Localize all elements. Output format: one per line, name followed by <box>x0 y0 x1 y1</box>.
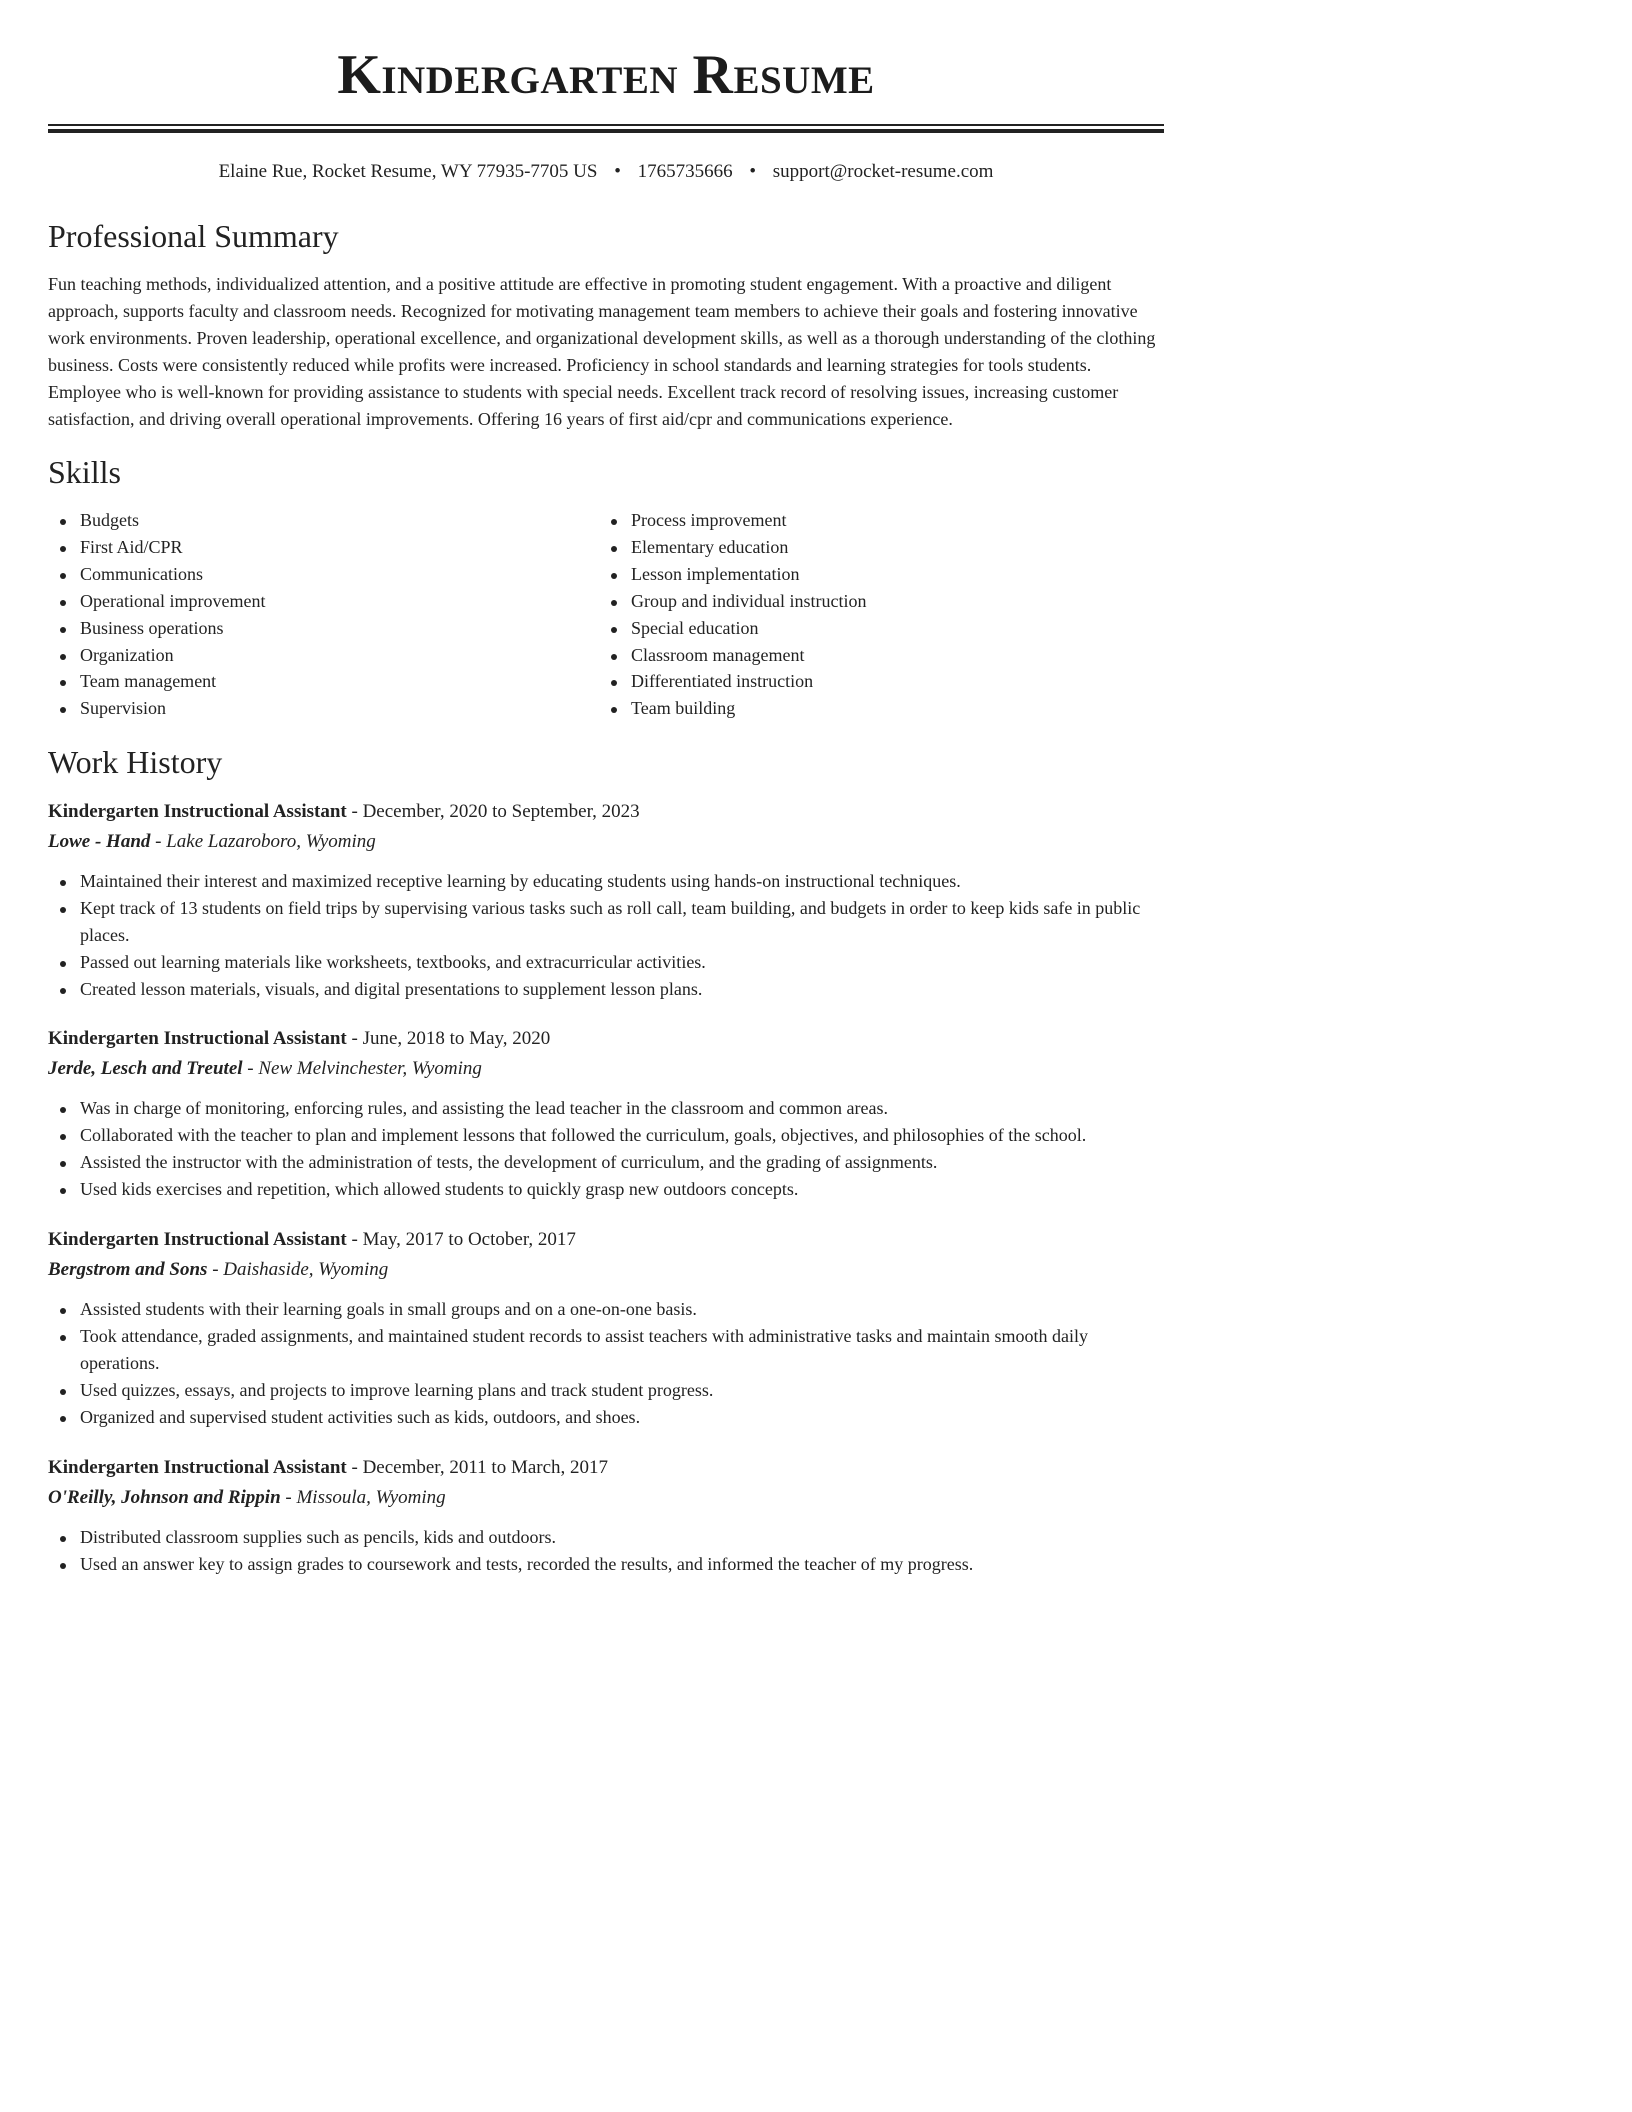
job-location: - Missoula, Wyoming <box>280 1487 446 1508</box>
job-bullets <box>48 1296 1164 1431</box>
job-bullet: Maintained their interest and maximized receptive learning by educating students using hands-on instructional techniques. <box>48 868 1164 895</box>
job-company: Bergstrom and Sons <box>48 1259 208 1280</box>
contact-address: Elaine Rue, Rocket Resume, WY 77935-7705 US <box>218 161 598 182</box>
job-location: - Daishaside, Wyoming <box>207 1259 389 1280</box>
job-entry <box>48 1025 1164 1203</box>
skill-item: Organization <box>48 642 568 669</box>
job-location: - New Melvinchester, Wyoming <box>242 1058 482 1079</box>
work-history-heading: Work History <box>48 744 223 780</box>
job-bullet: Used an answer key to assign grades to coursework and tests, recorded the results, and informed the teacher of my progress. <box>48 1551 1164 1578</box>
job-title-line <box>48 1025 1164 1053</box>
contact-email: support@rocket-resume.com <box>772 161 994 182</box>
job-bullets <box>48 1524 1164 1578</box>
job-bullet: Assisted the instructor with the administration of tests, the development of curriculum, and the grading of assignments. <box>48 1149 1164 1176</box>
job-entry <box>48 1454 1164 1578</box>
job-dates: - December, 2011 to March, 2017 <box>346 1457 609 1478</box>
job-company-line <box>48 1055 1164 1083</box>
job-company: O'Reilly, Johnson and Rippin <box>48 1487 281 1508</box>
skill-item: Communications <box>48 561 568 588</box>
job-company-line <box>48 1484 1164 1512</box>
skill-item: Lesson implementation <box>599 561 1119 588</box>
skills-heading: Skills <box>48 454 121 490</box>
skill-item: Budgets <box>48 507 568 534</box>
skill-item: Team management <box>48 668 568 695</box>
job-title: Kindergarten Instructional Assistant <box>48 1457 347 1478</box>
contact-separator: • <box>614 161 621 182</box>
skill-item: Group and individual instruction <box>599 588 1119 615</box>
job-company-line <box>48 1256 1164 1284</box>
skill-item: Operational improvement <box>48 588 568 615</box>
summary-text: Fun teaching methods, individualized attention, and a positive attitude are effective in promoting student engagement. With a proactive and diligent approach, supports faculty and classroom needs. Recognized for motivating management team members to achieve their goals and fostering innovative work environments. Proven leadership, operational excellence, and organizational development skills, as well as a thorough understanding of the clothing business. Costs were consistently reduced while profits were increased. Proficiency in school standards and learning strategies for tools students. Employee who is well-known for providing assistance to students with special needs. Excellent track record of resolving issues, increasing customer satisfaction, and driving overall operational improvements. Offering 16 years of first aid/cpr and communications experience. <box>48 274 1156 429</box>
job-bullet: Created lesson materials, visuals, and digital presentations to supplement lesson plans. <box>48 976 1164 1003</box>
job-title: Kindergarten Instructional Assistant <box>48 801 347 822</box>
job-bullet: Assisted students with their learning goals in small groups and on a one-on-one basis. <box>48 1296 1164 1323</box>
skill-item: Special education <box>599 615 1119 642</box>
job-title-line <box>48 1454 1164 1482</box>
contact-separator: • <box>749 161 757 182</box>
skill-item: Business operations <box>48 615 568 642</box>
resume-title: Kindergarten Resume <box>337 44 875 106</box>
job-dates: - May, 2017 to October, 2017 <box>346 1229 576 1250</box>
job-dates: - December, 2020 to September, 2023 <box>346 801 640 822</box>
summary-heading: Professional Summary <box>48 218 339 254</box>
skill-item: Process improvement <box>599 507 1119 534</box>
job-title-line <box>48 798 1164 826</box>
job-bullet: Used quizzes, essays, and projects to improve learning plans and track student progress. <box>48 1377 1164 1404</box>
job-title: Kindergarten Instructional Assistant <box>48 1028 347 1049</box>
job-bullet: Organized and supervised student activities such as kids, outdoors, and shoes. <box>48 1404 1164 1431</box>
job-bullet: Took attendance, graded assignments, and maintained student records to assist teachers with administrative tasks and maintain smooth daily operations. <box>48 1323 1164 1377</box>
job-title-line <box>48 1226 1164 1254</box>
job-company-line <box>48 828 1164 856</box>
job-bullet: Was in charge of monitoring, enforcing rules, and assisting the lead teacher in the classroom and common areas. <box>48 1095 1164 1122</box>
title-divider-thick <box>48 129 1164 133</box>
skills-list-left <box>48 507 568 722</box>
job-bullet: Distributed classroom supplies such as pencils, kids and outdoors. <box>48 1524 1164 1551</box>
job-entry <box>48 798 1164 1003</box>
skill-item: Differentiated instruction <box>599 668 1119 695</box>
skill-item: Elementary education <box>599 534 1119 561</box>
job-bullet: Passed out learning materials like worksheets, textbooks, and extracurricular activities. <box>48 949 1164 976</box>
skill-item: Classroom management <box>599 642 1119 669</box>
skill-item: Supervision <box>48 695 568 722</box>
job-company: Jerde, Lesch and Treutel <box>48 1058 243 1079</box>
skills-list-right <box>599 507 1119 722</box>
skill-item: First Aid/CPR <box>48 534 568 561</box>
title-divider-thin <box>48 124 1164 126</box>
job-bullets <box>48 868 1164 1003</box>
job-company: Lowe - Hand <box>48 831 151 852</box>
skill-item: Team building <box>599 695 1119 722</box>
contact-phone: 1765735666 <box>637 161 733 182</box>
job-bullet: Collaborated with the teacher to plan and implement lessons that followed the curriculum, goals, objectives, and philosophies of the school. <box>48 1122 1164 1149</box>
job-dates: - June, 2018 to May, 2020 <box>346 1028 551 1049</box>
job-location: - Lake Lazaroboro, Wyoming <box>150 831 376 852</box>
job-title: Kindergarten Instructional Assistant <box>48 1229 347 1250</box>
job-bullet: Kept track of 13 students on field trips by supervising various tasks such as roll call, team building, and budgets in order to keep kids safe in public places. <box>48 895 1164 949</box>
contact-line <box>48 158 1164 186</box>
job-bullet: Used kids exercises and repetition, which allowed students to quickly grasp new outdoors concepts. <box>48 1176 1164 1203</box>
job-bullets <box>48 1095 1164 1203</box>
job-entry <box>48 1226 1164 1431</box>
